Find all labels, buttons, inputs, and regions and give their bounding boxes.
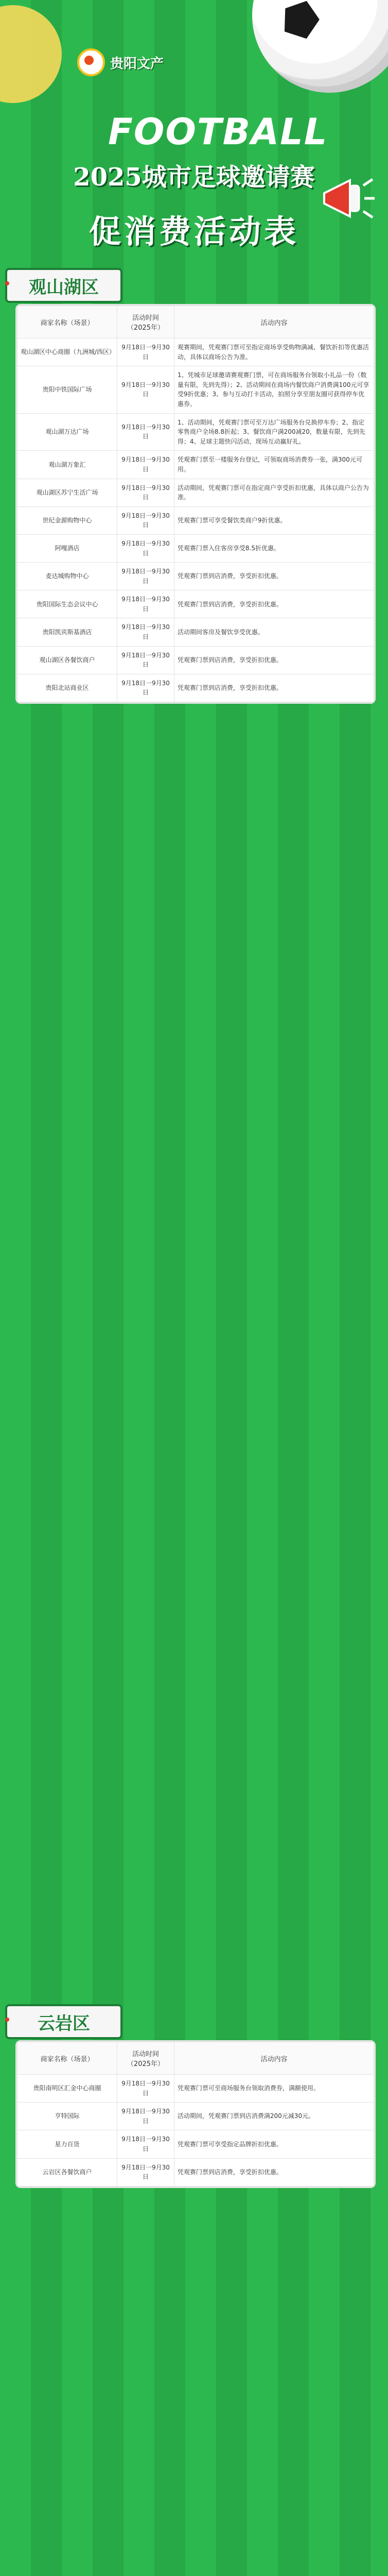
content-cell: 凭观赛门票至一楼服务台登记，可领取商场消费券一张，满300元可用。 <box>174 451 374 479</box>
merchant-cell: 观山湖万象汇 <box>17 451 117 479</box>
logo-text: 贵阳文产 <box>110 56 164 72</box>
table-row <box>17 674 374 702</box>
time-cell: 9月18日一9月30日 <box>117 338 174 366</box>
banner-word: FOOTBALL <box>108 111 328 153</box>
col-header-merchant: 商家名称（场景） <box>17 2042 117 2075</box>
table-row <box>17 2158 374 2186</box>
time-cell: 9月18日一9月30日 <box>117 413 174 451</box>
time-cell: 9月18日一9月30日 <box>117 563 174 590</box>
merchant-cell: 云岩区各餐饮商户 <box>17 2158 117 2186</box>
table-row <box>17 590 374 618</box>
page-title-line2: 促消费活动表 <box>89 213 299 250</box>
content-cell: 凭观赛门票入住客房享受8.5折优惠。 <box>174 534 374 562</box>
merchant-cell: 观山湖区中心商圈（九洲城/西区） <box>17 338 117 366</box>
table-row <box>17 563 374 590</box>
table-card-guanshanhu <box>15 304 376 704</box>
table-row <box>17 646 374 674</box>
section-label-guanshanhu: 观山湖区 <box>5 268 122 303</box>
time-cell: 9月18日一9月30日 <box>117 451 174 479</box>
sun-decoration <box>0 5 62 103</box>
merchant-cell: 贵阳国际生态会议中心 <box>17 590 117 618</box>
time-cell: 9月18日一9月30日 <box>117 2130 174 2158</box>
content-cell: 凭观赛门票可至商场服务台领取消费券，满额使用。 <box>174 2075 374 2103</box>
content-cell: 活动期间，凭观赛门票可在指定商户享受折扣优惠，具体以商户公告为准。 <box>174 479 374 506</box>
brand-logo <box>77 47 190 77</box>
content-cell: 凭观赛门票到店消费，享受折扣优惠。 <box>174 590 374 618</box>
logo-icon <box>77 48 105 76</box>
time-cell: 9月18日一9月30日 <box>117 590 174 618</box>
merchant-cell: 观山湖区苏宁生活广场 <box>17 479 117 506</box>
time-cell: 9月18日一9月30日 <box>117 366 174 413</box>
time-cell: 9月18日一9月30日 <box>117 674 174 702</box>
merchant-cell: 观山湖万达广场 <box>17 413 117 451</box>
col-header-merchant: 商家名称（场景） <box>17 306 117 338</box>
col-header-time: 活动时间（2025年） <box>117 2042 174 2075</box>
content-cell: 凭观赛门票到店消费，享受折扣优惠。 <box>174 674 374 702</box>
col-header-content: 活动内容 <box>174 2042 374 2075</box>
time-cell: 9月18日一9月30日 <box>117 646 174 674</box>
time-cell: 9月18日一9月30日 <box>117 2103 174 2130</box>
time-cell: 9月18日一9月30日 <box>117 618 174 646</box>
col-header-content: 活动内容 <box>174 306 374 338</box>
section-label-yunyan: 云岩区 <box>5 2004 122 2039</box>
time-cell: 9月18日一9月30日 <box>117 2158 174 2186</box>
table-row <box>17 366 374 413</box>
merchant-cell: 麦达城购物中心 <box>17 563 117 590</box>
merchant-cell: 阿嘎酒店 <box>17 534 117 562</box>
merchant-cell: 亨特国际 <box>17 2103 117 2130</box>
content-cell: 凭观赛门票到店消费，享受折扣优惠。 <box>174 563 374 590</box>
merchant-cell: 星力百货 <box>17 2130 117 2158</box>
content-cell: 凭观赛门票可享受餐饮类商户9折优惠。 <box>174 506 374 534</box>
time-cell: 9月18日一9月30日 <box>117 506 174 534</box>
table-row <box>17 338 374 366</box>
merchant-cell: 观山湖区各餐饮商户 <box>17 646 117 674</box>
time-cell: 9月18日一9月30日 <box>117 2075 174 2103</box>
col-header-time: 活动时间（2025年） <box>117 306 174 338</box>
time-cell: 9月18日一9月30日 <box>117 534 174 562</box>
merchant-cell: 贵阳南明区汇金中心商圈 <box>17 2075 117 2103</box>
table-row <box>17 2103 374 2130</box>
content-cell: 1、凭城市足球邀请赛观赛门票，可在商场服务台领取小礼品一份（数量有限，先到先得）；2、活动期间在商场内餐饮商户消费满100元可享受9折优惠；3、参与互动打卡活动，拍照分享至朋友圈可获得停车优惠券。 <box>174 366 374 413</box>
content-cell: 1、活动期间，凭观赛门票可至万达广场服务台兑换停车券；2、指定零售商户全场8.8折起；3、餐饮商户满200减20，数量有限，先到先得；4、足球主题快闪活动，现场互动赢好礼。 <box>174 413 374 451</box>
content-cell: 凭观赛门票到店消费，享受折扣优惠。 <box>174 646 374 674</box>
soccer-ball-icon <box>252 0 388 93</box>
table-row <box>17 2130 374 2158</box>
content-cell: 观赛期间，凭观赛门票可至指定商场享受购物满减、餐饮折扣等优惠活动，具体以商场公告为准。 <box>174 338 374 366</box>
content-cell: 凭观赛门票可享受指定品牌折扣优惠。 <box>174 2130 374 2158</box>
header-decoration <box>0 0 388 77</box>
merchant-cell: 贵阳凯宾斯基酒店 <box>17 618 117 646</box>
merchant-cell: 贵阳中铁国际广场 <box>17 366 117 413</box>
merchant-cell: 世纪金源购物中心 <box>17 506 117 534</box>
table-row <box>17 479 374 506</box>
activity-table <box>17 306 374 702</box>
page-title-line1: 2025城市足球邀请赛 <box>73 163 315 192</box>
table-row <box>17 506 374 534</box>
table-row <box>17 618 374 646</box>
table-row <box>17 2075 374 2103</box>
time-cell: 9月18日一9月30日 <box>117 479 174 506</box>
table-row <box>17 413 374 451</box>
table-row <box>17 451 374 479</box>
content-cell: 凭观赛门票到店消费，享受折扣优惠。 <box>174 2158 374 2186</box>
activity-table <box>17 2042 374 2187</box>
content-cell: 活动期间客房及餐饮享受优惠。 <box>174 618 374 646</box>
table-card-yunyan <box>15 2040 376 2188</box>
merchant-cell: 贵阳北站商业区 <box>17 674 117 702</box>
table-row <box>17 534 374 562</box>
megaphone-icon <box>319 170 376 227</box>
content-cell: 活动期间，凭观赛门票到店消费满200元减30元。 <box>174 2103 374 2130</box>
